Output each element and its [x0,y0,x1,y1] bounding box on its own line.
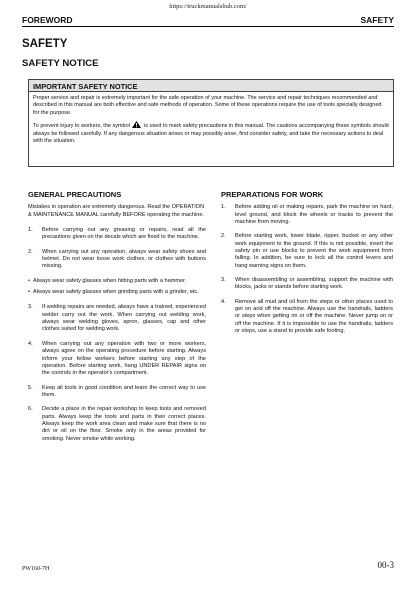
page-title: SAFETY [22,38,68,50]
list-item: 1. Before adding oil or making repairs, park the machine on hard, level ground, and block the wheels or tracks to prevent the machine from moving. [221,204,393,226]
list-item: 4. Remove all mud and oil from the steps or other places used to get on and off the machine. Always use the handrails, ladders or steps when getting on or off the machine. Never jump on or off the machine. If it is impossible to use the handrails, ladders or steps, use a stand to provide safe footing. [221,298,393,335]
safety-notice-box [28,79,394,167]
notice-text-after-symbol: is used to mark safety precautions in this manual. The cautions accompanying these symbols should always be followed carefully. If any dangerous situation arises or may possibly arise, first consider safety, and take the necessary actions to deal with the situation. [33,123,389,145]
list-item: 2. When carrying out any operation, always wear safety shoes and helmet. Do not wear loose work clothes, or clothes with buttons missing. [28,248,206,270]
general-intro: Mistakes in operation are extremely dangerous. Read the OPERATION & MAINTENANCE MANUAL carefully BEFORE operating the machine. [28,204,205,218]
warning-triangle-icon [132,121,141,128]
list-item: 2. Before starting work, lower blade, ripper, bucket or any other work equipment to the ground. If this is not possible, insert the safety pin or use blocks to prevent the work equipment from falling. In addition, be sure to lock all the control levers and hang warning signs on them. [221,233,393,269]
list-item: 6. Decide a place in the repair workshop to keep tools and removed parts. Always keep the tools and parts in their correct places. Always keep the work area clean and make sure that there is no dirt or oil on the floor. Smoke only in the areas provided for smoking. Never smoke while working. [28,406,206,442]
bullet-item: • Always wear safety glasses when hitting parts with a hammer. [28,277,187,284]
notice-paragraph-2 [29,121,393,145]
notice-text-before-symbol: To prevent injury to workers, the symbol [33,123,130,130]
source-url[interactable]: https://truckmanualshub.com/ [169,3,247,10]
notice-title: IMPORTANT SAFETY NOTICE [29,80,393,92]
list-item: 5. Keep all tools in good condition and learn the correct way to use them. [28,384,206,398]
running-header [22,13,394,25]
header-section: FOREWORD [22,15,73,25]
list-item: 3. If welding repairs are needed, always have a trained, experienced welder carry out the work. When carrying out welding work, always wear welding gloves, apron, glasses, cap and other clothes suited for welding work. [28,304,206,333]
footer-model: PW160-7H [22,566,50,572]
page-subtitle: SAFETY NOTICE [22,58,99,69]
list-item: 1. Before carrying out any greasing or repairs, read all the precautions given on the decals which are fixed to the machine. [28,227,206,241]
preparations-column [221,191,393,343]
page-number: 00-3 [377,560,394,570]
header-rule [22,26,394,27]
general-precautions-column [28,191,206,450]
bullet-item: • Always wear safety glasses when grinding parts with a grinder, etc. [28,289,199,296]
preparations-heading: PREPARATIONS FOR WORK [221,190,324,199]
general-precautions-heading: GENERAL PRECAUTIONS [28,190,122,199]
list-item: 4. When carrying out any operation with two or more workers, always agree on the operating procedure before starting. Always inform your fellow workers before starting any step of the operation. Before starting work, hang UNDER REPAIR signs on the controls in the operator's compartment. [28,340,206,377]
header-topic: SAFETY [360,15,394,25]
notice-paragraph-1: Proper service and repair is extremely important for the safe operation of your machine. The service and repair techniques recommended and described in this manual are both effective and safe methods of operation. Some of these operations require the use of tools specially designed for the purpose. [33,95,382,116]
list-item: 3. When disassembling or assembling, support the machine with blocks, jacks or stands before starting work. [221,277,393,291]
